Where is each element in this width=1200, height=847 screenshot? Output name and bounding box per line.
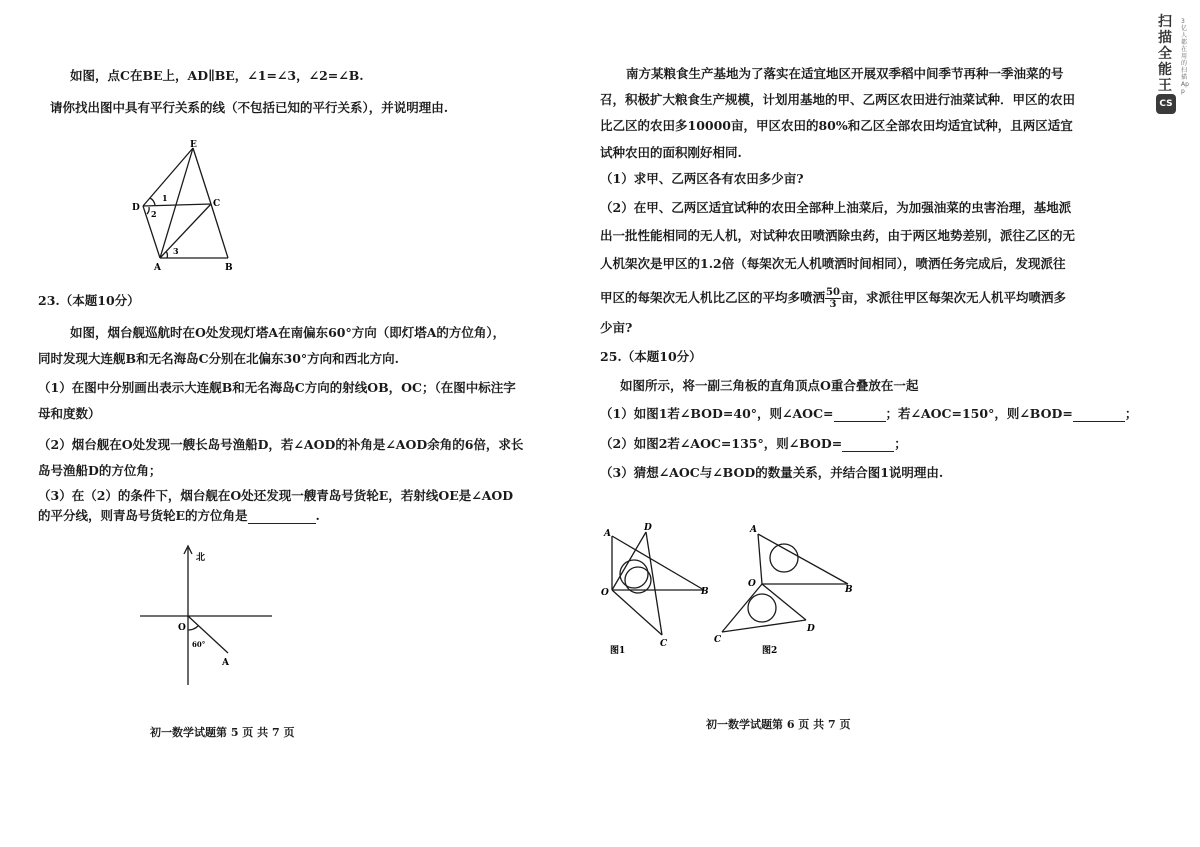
- q24-part2-line4: [600, 287, 1066, 310]
- q23-label-A: A: [222, 658, 229, 668]
- fig1-line-OC: [612, 590, 662, 635]
- q22-figure: [120, 140, 250, 275]
- fig1-label-D: D: [644, 523, 652, 533]
- q23-part3-period: .: [315, 508, 320, 523]
- q23-figure: [130, 540, 280, 690]
- fig2-label-A: A: [750, 525, 757, 535]
- q23-angle-arc: [188, 626, 198, 630]
- q23-label-O: O: [178, 623, 186, 633]
- q23-para-line2: 同时发现大连舰B和无名海岛C分别在北偏东30°方向和西北方向.: [38, 351, 400, 366]
- fig2-label-D: D: [807, 624, 815, 634]
- q23-heading: 23.（本题10分）: [38, 293, 140, 308]
- q23-part3-text: 的平分线，则青岛号货轮E的方位角是: [38, 508, 248, 523]
- q22-label-D: D: [132, 203, 140, 213]
- q22-statement: 如图，点C在BE上，AD∥BE，∠1=∠3，∠2=∠B.: [70, 68, 364, 83]
- q25-part3: （3）猜想∠AOC与∠BOD的数量关系，并结合图1说明理由.: [600, 465, 944, 480]
- q24-part2-line3: 人机架次是甲区的1.2倍（每架次无人机喷洒时间相同），喷洒任务完成后，发现派往: [600, 256, 1066, 271]
- q25-part2-pre: （2）如图2若∠AOC=135°，则∠BOD=: [600, 436, 843, 451]
- fig2-circle-2: [748, 594, 776, 622]
- q22-line-DC: [143, 204, 211, 206]
- q22-label-B: B: [225, 263, 233, 273]
- q24-part2-line4-post: 亩，求派往甲区每架次无人机平均喷洒多: [840, 290, 1066, 305]
- q25-figure-2: [712, 520, 862, 660]
- right-page: [600, 0, 1190, 847]
- q22-arc-3: [166, 251, 167, 258]
- fig2-line-OD: [762, 584, 806, 620]
- fig1-label-C: C: [660, 639, 668, 649]
- fig2-label-B: B: [845, 585, 853, 595]
- right-page-footer: 初一数学试题第 6 页 共 7 页: [706, 718, 851, 731]
- fig2-label-C: C: [714, 635, 722, 645]
- q22-arc-1: [150, 198, 155, 205]
- q25-part1: [600, 406, 1137, 422]
- fig2-caption: 图2: [762, 646, 778, 656]
- q23-part1-line2: 母和度数）: [38, 406, 101, 421]
- q24-line2: 召，积极扩大粮食生产规模，计划用基地的甲、乙两区农田进行油菜试种．甲区的农田: [600, 92, 1076, 107]
- q23-para-line1: 如图，烟台舰巡航时在O处发现灯塔A在南偏东60°方向（即灯塔A的方位角），: [70, 325, 506, 340]
- fig2-line-AB: [758, 534, 848, 584]
- q24-line1: 南方某粮食生产基地为了落实在适宜地区开展双季稻中间季节再种一季油菜的号: [626, 66, 1064, 81]
- q23-label-angle: 60°: [192, 640, 206, 649]
- fig2-label-O: O: [748, 579, 756, 589]
- q22-label-2: 2: [151, 209, 157, 219]
- fig1-label-B: B: [701, 587, 709, 597]
- q25-part1-blank-bod[interactable]: [1073, 409, 1125, 422]
- q22-line-ED: [143, 148, 193, 206]
- q22-label-C: C: [213, 199, 221, 209]
- q22-line-CB: [211, 204, 228, 258]
- q23-label-north: 北: [196, 553, 206, 563]
- q25-part2-blank[interactable]: [842, 439, 894, 452]
- fig1-caption: 图1: [610, 646, 626, 656]
- q23-answer-blank[interactable]: [248, 511, 316, 524]
- q24-fraction-numerator: 50: [826, 287, 840, 298]
- q25-part2-end: ；: [894, 436, 907, 451]
- q23-part3-line2: [38, 508, 320, 524]
- fig1-label-O: O: [601, 588, 609, 598]
- fig1-circle-1: [620, 560, 648, 588]
- q23-part1-line1: （1）在图中分别画出表示大连舰B和无名海岛C方向的射线OB，OC；（在图中标注字: [38, 380, 516, 395]
- q23-part2-line2: 岛号渔船D的方位角；: [38, 463, 162, 478]
- left-page-footer: 初一数学试题第 5 页 共 7 页: [150, 726, 295, 739]
- q22-line-EC: [193, 148, 211, 204]
- q25-part2: [600, 436, 907, 452]
- camscanner-logo-icon: CS: [1156, 94, 1176, 114]
- q22-label-E: E: [190, 140, 197, 150]
- fig2-line-OA: [758, 534, 762, 584]
- q24-line4: 试种农田的面积刚好相同.: [600, 145, 742, 160]
- q25-part1-blank-aoc[interactable]: [834, 409, 886, 422]
- q24-part1: （1）求甲、乙两区各有农田多少亩?: [600, 171, 804, 186]
- q22-label-A: A: [154, 263, 161, 273]
- q22-label-1: 1: [162, 193, 168, 203]
- q24-part2-line1: （2）在甲、乙两区适宜试种的农田全部种上油菜后，为加强油菜的虫害治理，基地派: [600, 200, 1072, 215]
- fig1-label-A: A: [604, 529, 611, 539]
- q22-label-3: 3: [173, 246, 179, 256]
- q25-intro: 如图所示，将一副三角板的直角顶点O重合叠放在一起: [620, 378, 919, 393]
- fig1-line-DC: [646, 532, 662, 635]
- q24-part2-line5: 少亩?: [600, 320, 633, 335]
- q24-part2-line2: 出一批性能相同的无人机，对试种农田喷洒除虫药，由于两区地势差别，派往乙区的无: [600, 228, 1076, 243]
- q24-part2-line4-pre: 甲区的每架次无人机比乙区的平均多喷洒: [600, 290, 826, 305]
- q25-figure-1: [600, 520, 720, 660]
- q25-part1-pre: （1）如图1若∠BOD=40°，则∠AOC=: [600, 406, 834, 421]
- q22-arc-2: [147, 207, 149, 214]
- q23-part3-line1: （3）在（2）的条件下，烟台舰在O处还发现一艘青岛号货轮E，若射线OE是∠AOD: [38, 488, 514, 503]
- q25-part1-mid: ；若∠AOC=150°，则∠BOD=: [885, 406, 1073, 421]
- watermark-app-name: 扫描全能王: [1158, 14, 1172, 94]
- q24-fraction-denominator: 3: [829, 299, 837, 310]
- q23-part2-line1: （2）烟台舰在O处发现一艘长岛号渔船D，若∠AOD的补角是∠AOD余角的6倍，求长: [38, 437, 524, 452]
- watermark-tagline: 3亿人都在用的扫描App: [1181, 18, 1189, 95]
- q25-heading: 25.（本题10分）: [600, 349, 702, 364]
- q24-fraction: [825, 287, 841, 310]
- left-page: [0, 0, 590, 847]
- q25-part1-end: ；: [1124, 406, 1138, 421]
- q22-question: 请你找出图中具有平行关系的线（不包括已知的平行关系），并说明理由.: [50, 100, 449, 115]
- q22-line-EA: [160, 148, 193, 258]
- q24-line3: 比乙区的农田多10000亩，甲区农田的80%和乙区全部农田均适宜试种，且两区适宜: [600, 118, 1073, 133]
- fig2-line-OC: [722, 584, 762, 632]
